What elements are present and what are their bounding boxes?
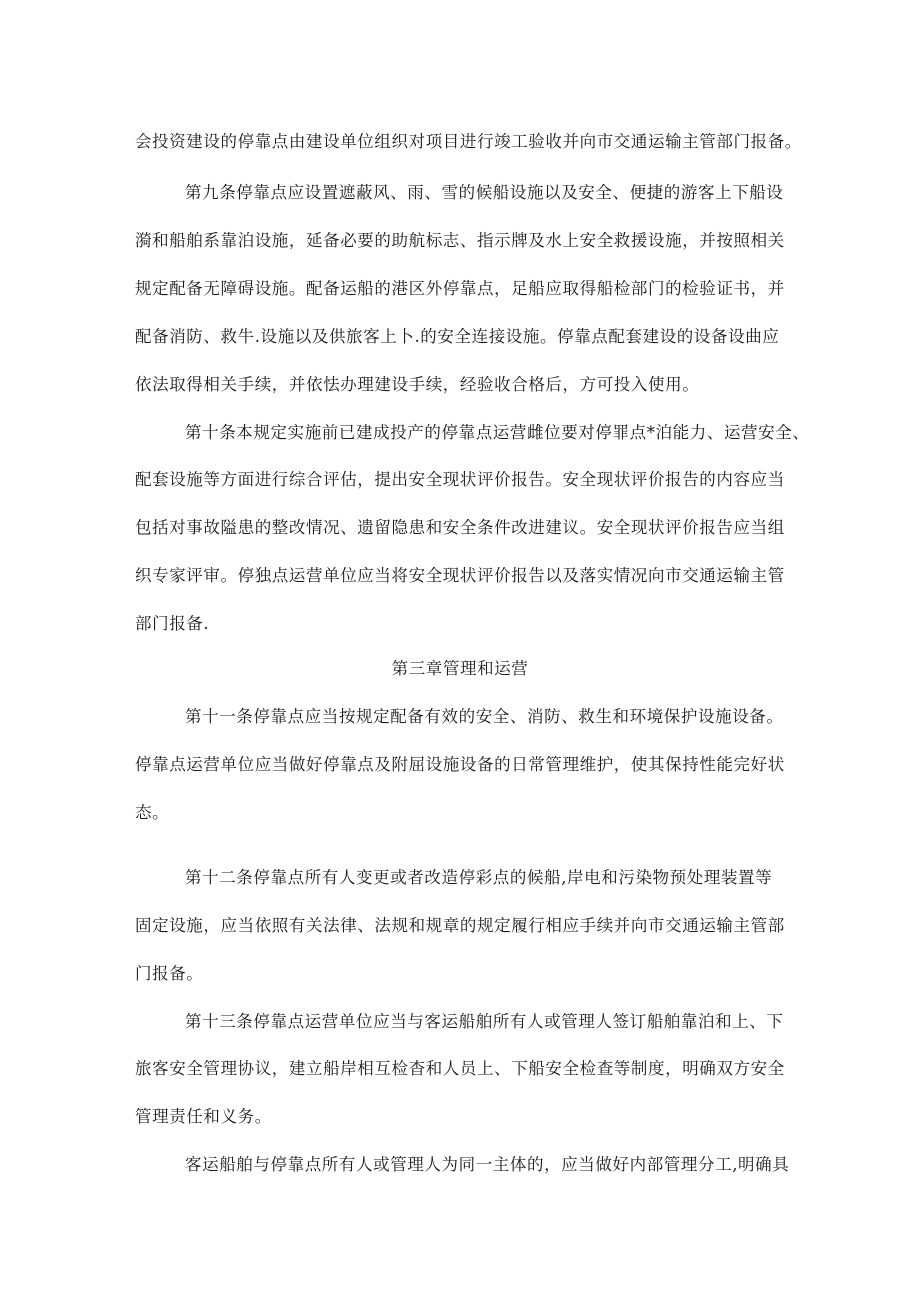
paragraph-line: 配套设施等方面进行综合评估，提出安全现状评价报告。安全现状评价报告的内容应当 — [135, 470, 785, 489]
paragraph-line: 第九条停靠点应设置遮蔽风、雨、雪的候船设施以及安全、便捷的游客上下船设 — [185, 183, 784, 202]
paragraph-line: 织专家评审。停独点运营单位应当将安全现状评价报告以及落实情况向市交通运输主管 — [135, 566, 785, 585]
paragraph-line: 管理责任和义务。 — [135, 1107, 272, 1126]
paragraph-line: 漪和船舶系靠泊设施，延备必要的助航标志、指示牌及水上安全救援设施，并按照相关 — [135, 231, 785, 250]
paragraph-line: 会投资建设的停靠点由建设单位组织对项目进行竣工验收并向市交通运输主管部门报备。 — [135, 132, 802, 151]
paragraph-line: 依法取得相关手续，并依怯办理建设手续，经验收合格后，方可投入使用。 — [135, 375, 700, 394]
paragraph-line: 第十条本规定实施前已建成投产的停靠点运营雌位要对停罪点*泊能力、运营安全、 — [185, 423, 810, 442]
paragraph-line: 固定设施，应当依照有关法律、法规和规章的规定履行相应手续并向市交通运输主管部 — [135, 916, 785, 935]
paragraph-line: 包括对事故隘患的整改情况、遗留隐患和安全条件改进建议。安全现状评价报告应当组 — [135, 518, 785, 537]
paragraph-line: 规定配备无障碍设施。配备运船的港区外停靠点，足船应取得船检部门的检验证书，并 — [135, 279, 785, 298]
chapter-heading: 第三章管理和运营 — [391, 659, 529, 678]
paragraph-line: 第十一条停靠点应当按规定配备有效的安全、消防、救生和环境保护设施设备。 — [185, 707, 784, 726]
paragraph-line: 配备消防、救牛.设施以及供旅客上卜.的安全连接设施。停靠点配套建设的设备设曲应 — [135, 327, 780, 346]
paragraph-line: 态。 — [135, 803, 170, 822]
paragraph-line: 停靠点运营单位应当做好停靠点及附屈设施设备的日常管理维护，使其保持性能完好状 — [135, 755, 785, 774]
paragraph-line: 客运船舶与停靠点所有人或管理人为同一主体的，应当做好内部管理分工,明确具 — [185, 1155, 790, 1174]
paragraph-line: 门报备。 — [135, 964, 204, 983]
paragraph-line: 旅客安全管理协议，建立船岸相互检杳和人员上、下船安全检查等制度，明确双方安全 — [135, 1059, 785, 1078]
paragraph-line: 部门报备. — [135, 614, 210, 633]
paragraph-line: 第十三条停靠点运营单位应当与客运船舶所有人或管理人签订船舶靠泊和上、下 — [185, 1012, 784, 1031]
paragraph-line: 第十二条停靠点所有人变更或者改造停彩点的候船,岸电和污染物预处理装置等 — [185, 868, 773, 887]
